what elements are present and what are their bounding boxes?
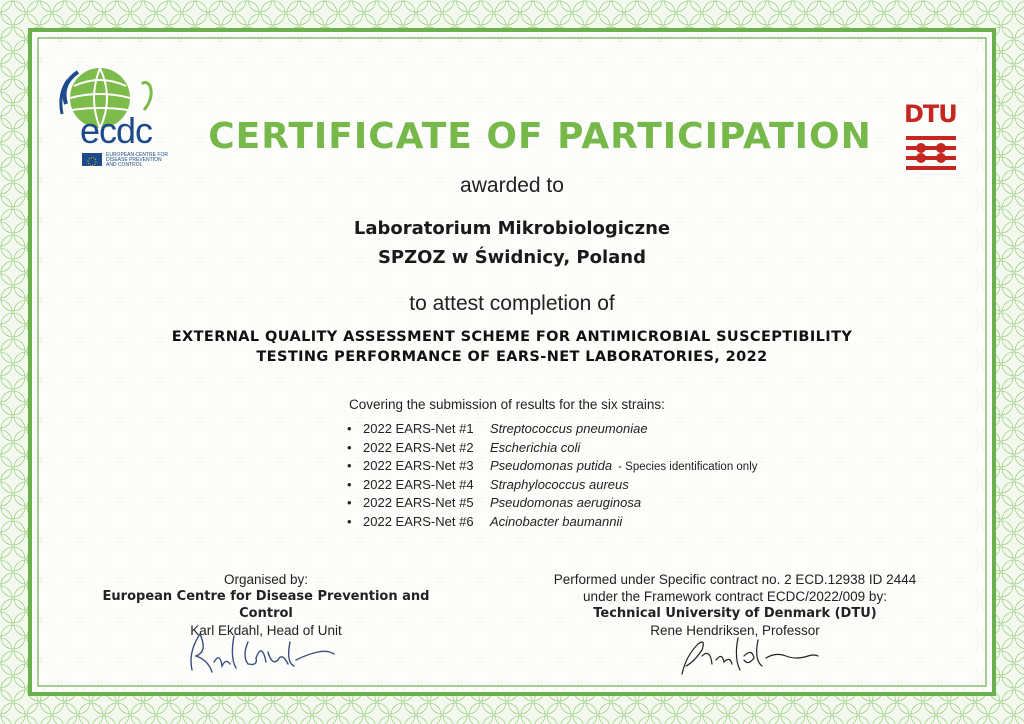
covering-text: Covering the submission of results for the six strains: — [349, 397, 665, 412]
eu-flag-icon — [82, 153, 102, 166]
recipient-line: SPZOZ w Świdnicy, Poland — [377, 247, 647, 268]
dtu-emblem-icon — [906, 134, 960, 178]
strain-species: Escherichia coli — [490, 439, 581, 455]
ecdc-wordmark: ecdc — [80, 110, 153, 151]
organiser-label: Organised by: — [223, 572, 309, 587]
ecdc-subtext-line: EUROPEAN CENTRE FOR — [106, 152, 168, 158]
organiser-name: European Centre for Disease Prevention and Control — [102, 589, 430, 621]
scheme-title — [102, 327, 922, 367]
strain-list — [347, 420, 817, 532]
strain-code: 2022 EARS-Net #6 — [363, 513, 474, 529]
organiser-signature-icon — [178, 622, 338, 678]
strain-note: - Species identification only — [618, 461, 758, 474]
awarded-to-label: awarded to — [460, 174, 564, 197]
strain-item — [347, 457, 817, 476]
organiser-person: Karl Ekdahl, Head of Unit — [190, 623, 342, 638]
scheme-title-line: TESTING PERFORMANCE OF EARS-NET LABORATORIES, 2022 — [256, 349, 768, 365]
recipient-name — [262, 214, 762, 272]
ecdc-subtext-line: DISEASE PREVENTION — [106, 157, 162, 163]
strain-item — [347, 513, 817, 532]
strain-species: Pseudomonas aeruginosa — [490, 495, 642, 511]
bullet-icon: • — [347, 495, 352, 511]
recipient-line: Laboratorium Mikrobiologiczne — [353, 218, 671, 239]
dtu-logo — [904, 100, 964, 180]
strain-code: 2022 EARS-Net #5 — [363, 495, 474, 511]
performer-contract: Performed under Specific contract no. 2 ECD.12938 ID 2444 — [553, 572, 917, 587]
bullet-icon: • — [347, 513, 352, 529]
scheme-title-line: EXTERNAL QUALITY ASSESSMENT SCHEME FOR ANTIMICROBIAL SUSCEPTIBILITY — [171, 329, 853, 345]
strain-species: Streptococcus pneumoniae — [490, 421, 648, 436]
certificate-title: CERTIFICATE OF PARTICIPATION — [208, 116, 872, 157]
ecdc-subtext-line: AND CONTROL — [106, 162, 143, 168]
attest-label: to attest completion of — [409, 292, 615, 315]
ecdc-logo — [58, 64, 188, 174]
performer-framework: under the Framework contract ECDC/2022/009 by: — [583, 589, 887, 604]
dtu-wordmark: DTU — [904, 100, 957, 128]
strain-item — [347, 420, 817, 439]
strain-code: 2022 EARS-Net #1 — [363, 421, 474, 436]
bullet-icon: • — [347, 421, 352, 436]
bullet-icon: • — [347, 476, 352, 492]
strain-item — [347, 439, 817, 458]
performer-person: Rene Hendriksen, Professor — [650, 623, 820, 638]
strain-code: 2022 EARS-Net #4 — [363, 476, 474, 492]
bullet-icon: • — [347, 439, 352, 455]
strain-item — [347, 476, 817, 495]
strain-item — [347, 494, 817, 513]
performer-signature-icon — [672, 626, 822, 680]
ecdc-subtext — [106, 153, 196, 168]
strain-code: 2022 EARS-Net #2 — [363, 439, 474, 455]
bullet-icon: • — [347, 458, 352, 474]
strain-species: Acinobacter baumannii — [490, 513, 623, 529]
strain-species: Pseudomonas putida — [490, 458, 613, 474]
strain-code: 2022 EARS-Net #3 — [363, 458, 474, 474]
strain-species: Straphylococcus aureus — [490, 476, 629, 492]
performer-name: Technical University of Denmark (DTU) — [593, 606, 877, 621]
